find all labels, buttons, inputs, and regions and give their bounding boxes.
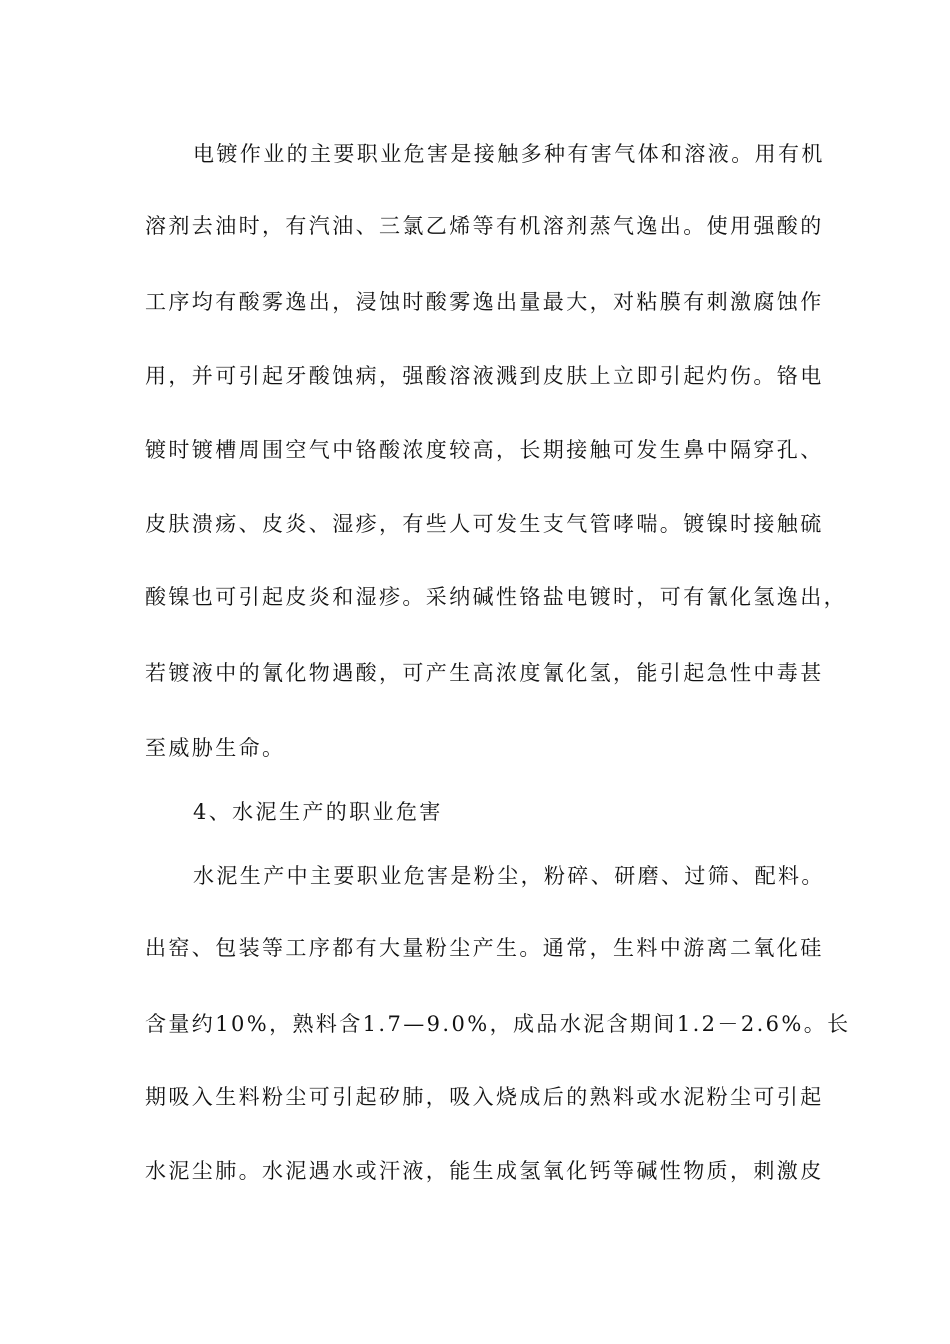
section-heading: 4、水泥生产的职业危害	[193, 800, 443, 824]
paragraph-1-line-3: 工序均有酸雾逸出，浸蚀时酸雾逸出量最大，对粘膜有刺激腐蚀作	[145, 290, 824, 314]
paragraph-1-line-5: 镀时镀槽周围空气中铬酸浓度较高，长期接触可发生鼻中隔穿孔、	[145, 438, 824, 462]
paragraph-2-line-5: 水泥尘肺。水泥遇水或汗液，能生成氢氧化钙等碱性物质，刺激皮	[145, 1159, 824, 1183]
paragraph-2-line-3: 含量约10%，熟料含1.7—9.0%，成品水泥含期间1.2－2.6%。长	[145, 1012, 851, 1036]
paragraph-1-line-7: 酸镍也可引起皮炎和湿疹。采纳碱性铬盐电镀时，可有氰化氢逸出，	[145, 585, 847, 609]
paragraph-2-line-4: 期吸入生料粉尘可引起矽肺，吸入烧成后的熟料或水泥粉尘可引起	[145, 1085, 824, 1109]
paragraph-2-line-2: 出窑、包装等工序都有大量粉尘产生。通常，生料中游离二氧化硅	[145, 936, 824, 960]
paragraph-1-line-4: 用，并可引起牙酸蚀病，强酸溶液溅到皮肤上立即引起灼伤。铬电	[145, 364, 824, 388]
paragraph-1-line-9: 至威胁生命。	[145, 736, 286, 760]
paragraph-1-line-2: 溶剂去油时，有汽油、三氯乙烯等有机溶剂蒸气逸出。使用强酸的	[145, 214, 824, 238]
paragraph-1-line-8: 若镀液中的氰化物遇酸，可产生高浓度氰化氢，能引起急性中毒甚	[145, 661, 824, 685]
paragraph-2-line-1: 水泥生产中主要职业危害是粉尘，粉碎、研磨、过筛、配料。	[193, 864, 825, 888]
paragraph-1-line-6: 皮肤溃疡、皮炎、湿疹，有些人可发生支气管哮喘。镀镍时接触硫	[145, 512, 824, 536]
paragraph-1-line-1: 电镀作业的主要职业危害是接触多种有害气体和溶液。用有机	[193, 142, 825, 166]
